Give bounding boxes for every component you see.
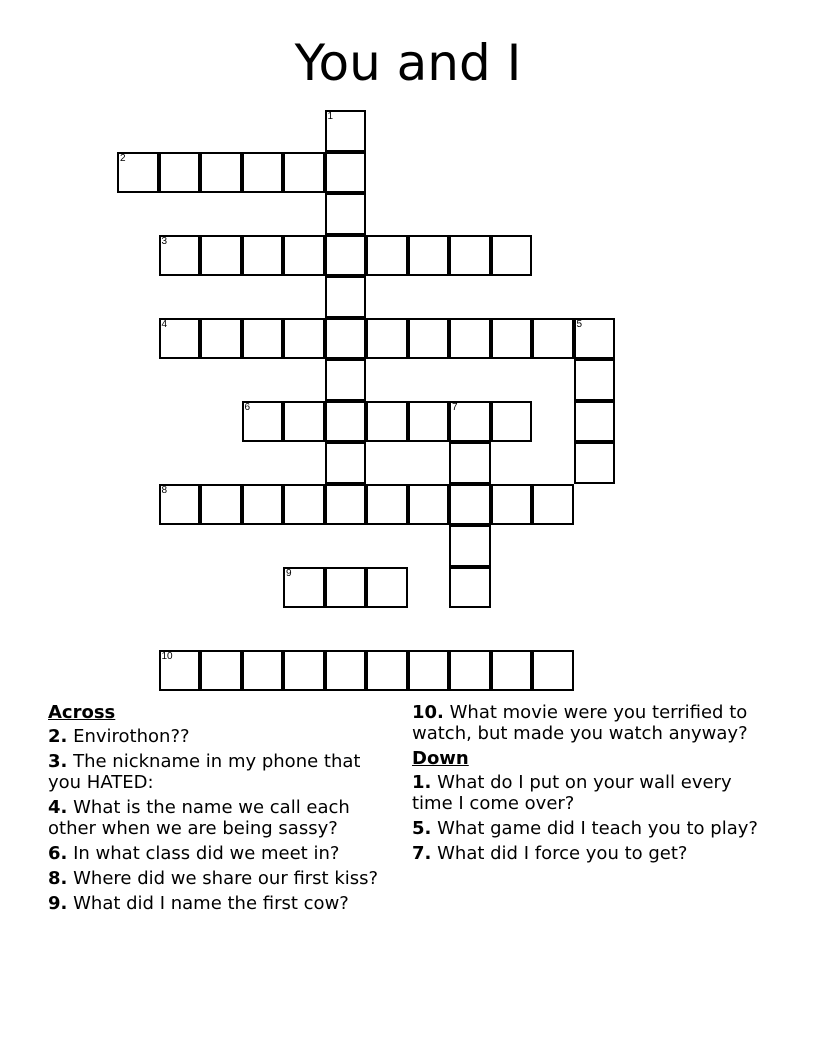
grid-cell[interactable]: [574, 442, 616, 484]
grid-cell[interactable]: [283, 650, 325, 692]
grid-cell[interactable]: [366, 650, 408, 692]
clue-down-5: 5. What game did I teach you to play?: [412, 818, 758, 839]
grid-cell[interactable]: [200, 650, 242, 692]
grid-cell[interactable]: [117, 152, 159, 194]
clue-across-3: 3. The nickname in my phone that you HATED:: [48, 751, 361, 793]
grid-cell[interactable]: [200, 235, 242, 277]
grid-cell[interactable]: [159, 650, 201, 692]
grid-cell[interactable]: [325, 193, 367, 235]
grid-cell[interactable]: [242, 235, 284, 277]
grid-cell[interactable]: [325, 152, 367, 194]
grid-cell[interactable]: [242, 401, 284, 443]
grid-cell[interactable]: [532, 484, 574, 526]
grid-cell[interactable]: [325, 318, 367, 360]
clue-across-4: 4. What is the name we call each other when we are being sassy?: [48, 797, 350, 839]
grid-cell[interactable]: [449, 525, 491, 567]
grid-cell[interactable]: [491, 318, 533, 360]
grid-cell[interactable]: [408, 235, 450, 277]
grid-cell[interactable]: [325, 401, 367, 443]
grid-cell[interactable]: [408, 401, 450, 443]
cell-number: 1: [327, 111, 334, 122]
grid-cell[interactable]: [325, 442, 367, 484]
grid-cell[interactable]: [491, 235, 533, 277]
clue-across-8: 8. Where did we share our first kiss?: [48, 868, 379, 889]
grid-cell[interactable]: [366, 235, 408, 277]
cell-number: 10: [161, 650, 173, 662]
clues-column-left: [48, 702, 393, 918]
grid-cell[interactable]: [242, 318, 284, 360]
grid-cell[interactable]: [159, 235, 201, 277]
grid-cell[interactable]: [574, 401, 616, 443]
grid-cell[interactable]: [325, 567, 367, 609]
grid-cell[interactable]: [449, 650, 491, 692]
clue-across-6: 6. In what class did we meet in?: [48, 843, 340, 864]
grid-cell[interactable]: [408, 484, 450, 526]
grid-cell[interactable]: [366, 567, 408, 609]
grid-cell[interactable]: [159, 318, 201, 360]
clue-across-2: 2. Envirothon??: [48, 726, 190, 747]
cell-number: 8: [161, 484, 168, 496]
grid-cell[interactable]: [366, 484, 408, 526]
grid-cell[interactable]: [449, 318, 491, 360]
grid-cell[interactable]: [449, 484, 491, 526]
grid-cell[interactable]: [325, 359, 367, 401]
clue-across-9: 9. What did I name the first cow?: [48, 893, 349, 914]
grid-cell[interactable]: [159, 484, 201, 526]
grid-cell[interactable]: [242, 152, 284, 194]
grid-cell[interactable]: [283, 567, 325, 609]
grid-cell[interactable]: [283, 235, 325, 277]
cell-number: 2: [120, 152, 126, 164]
grid-cell[interactable]: [574, 318, 616, 360]
cell-number: 9: [286, 567, 292, 579]
grid-cell[interactable]: [408, 650, 450, 692]
grid-cell[interactable]: [491, 401, 533, 443]
grid-cell[interactable]: [449, 442, 491, 484]
grid-cell[interactable]: [159, 152, 201, 194]
cell-number: 5: [576, 318, 583, 330]
grid-cell[interactable]: [366, 318, 408, 360]
grid-cell[interactable]: [449, 235, 491, 277]
grid-cell[interactable]: [283, 401, 325, 443]
grid-cell[interactable]: [408, 318, 450, 360]
clue-down-1: 1. What do I put on your wall every time I come over?: [412, 772, 732, 814]
grid-cell[interactable]: [325, 235, 367, 277]
grid-cell[interactable]: [283, 152, 325, 194]
clues-column-right: [412, 702, 772, 868]
grid-cell[interactable]: [242, 484, 284, 526]
grid-cell[interactable]: [532, 650, 574, 692]
grid-cell[interactable]: [325, 276, 367, 318]
cell-number: 4: [161, 318, 168, 330]
grid-cell[interactable]: [242, 650, 284, 692]
clue-across-10: 10. What movie were you terrified to watch, but made you watch anyway?: [412, 702, 748, 744]
grid-cell[interactable]: [449, 567, 491, 609]
grid-cell[interactable]: [491, 484, 533, 526]
across-heading: Across: [48, 702, 116, 723]
grid-cell[interactable]: [325, 650, 367, 692]
grid-cell[interactable]: [325, 110, 367, 152]
down-heading: Down: [412, 748, 469, 769]
grid-cell[interactable]: [283, 484, 325, 526]
grid-cell[interactable]: [325, 484, 367, 526]
cell-number: 3: [161, 235, 168, 247]
grid-cell[interactable]: [366, 401, 408, 443]
grid-cell[interactable]: [200, 484, 242, 526]
grid-cell[interactable]: [200, 318, 242, 360]
grid-cell[interactable]: [491, 650, 533, 692]
grid-cell[interactable]: [200, 152, 242, 194]
clue-down-7: 7. What did I force you to get?: [412, 843, 688, 864]
grid-cell[interactable]: [449, 401, 491, 443]
grid-cell[interactable]: [574, 359, 616, 401]
grid-cell[interactable]: [532, 318, 574, 360]
grid-cell[interactable]: [283, 318, 325, 360]
puzzle-title: You and I: [294, 34, 522, 92]
cell-number: 6: [244, 401, 251, 413]
cell-number: 7: [452, 401, 458, 413]
